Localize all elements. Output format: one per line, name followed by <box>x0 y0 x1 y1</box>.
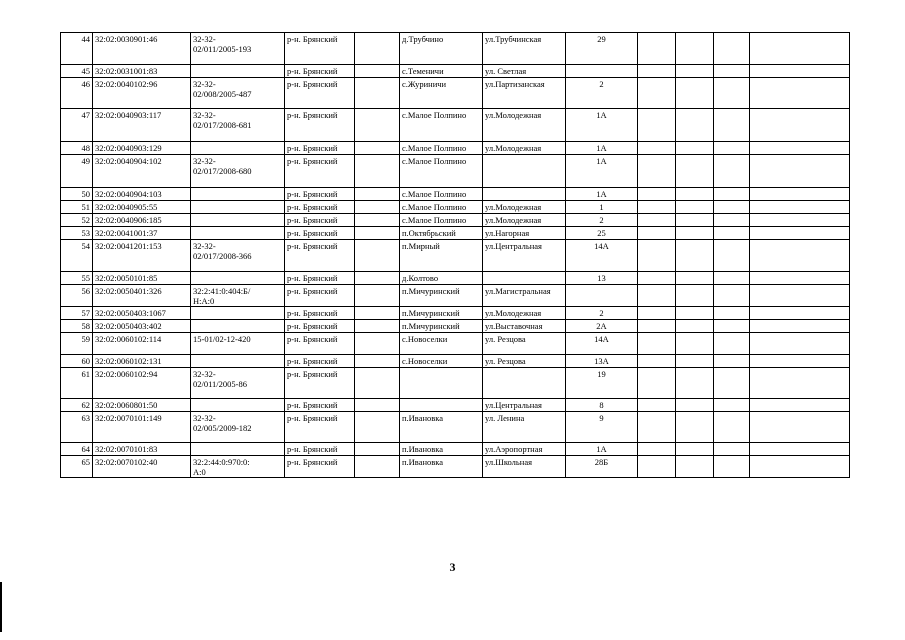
street: ул. Резцова <box>483 333 566 355</box>
empty-cell <box>714 399 750 412</box>
empty-cell <box>638 142 676 155</box>
locality: п.Мичуринский <box>400 307 483 320</box>
empty-cell <box>750 33 850 65</box>
row-number: 59 <box>61 333 93 355</box>
district: р-н. Брянский <box>285 368 355 399</box>
district: р-н. Брянский <box>285 201 355 214</box>
empty-cell <box>638 201 676 214</box>
cadastral-number: 32:02:0070101:149 <box>93 412 191 443</box>
cadastral-number: 32:02:0040906:185 <box>93 214 191 227</box>
house-number: 1А <box>566 188 638 201</box>
empty-cell <box>638 272 676 285</box>
street: ул.Партизанская <box>483 78 566 109</box>
street: ул.Трубчинская <box>483 33 566 65</box>
street: ул.Аэропортная <box>483 443 566 456</box>
house-number: 1А <box>566 443 638 456</box>
locality: с.Новоселки <box>400 333 483 355</box>
empty-cell <box>714 109 750 142</box>
street: ул. Резцова <box>483 355 566 368</box>
locality: с.Малое Полпино <box>400 214 483 227</box>
street <box>483 272 566 285</box>
empty-cell <box>638 320 676 333</box>
house-number: 8 <box>566 399 638 412</box>
empty-cell <box>750 355 850 368</box>
table-row <box>61 355 850 368</box>
locality: с.Новоселки <box>400 355 483 368</box>
empty-cell <box>676 78 714 109</box>
table-row <box>61 412 850 443</box>
cadastral-number: 32:02:0041001:37 <box>93 227 191 240</box>
empty-cell <box>714 214 750 227</box>
house-number <box>566 65 638 78</box>
cadastral-number: 32:02:0040904:103 <box>93 188 191 201</box>
empty-cell <box>750 412 850 443</box>
empty-cell <box>676 333 714 355</box>
empty-cell <box>355 240 400 272</box>
house-number: 1А <box>566 155 638 188</box>
district: р-н. Брянский <box>285 355 355 368</box>
empty-cell <box>638 399 676 412</box>
house-number <box>566 285 638 307</box>
street <box>483 155 566 188</box>
empty-cell <box>714 307 750 320</box>
empty-cell <box>638 78 676 109</box>
empty-cell <box>638 412 676 443</box>
street: ул.Выставочная <box>483 320 566 333</box>
cadastral-number: 32:02:0070101:83 <box>93 443 191 456</box>
registration-number: 32-32- 02/005/2009-182 <box>191 412 285 443</box>
row-number: 47 <box>61 109 93 142</box>
table-row <box>61 109 850 142</box>
empty-cell <box>355 155 400 188</box>
cadastral-number: 32:02:0040904:102 <box>93 155 191 188</box>
street <box>483 368 566 399</box>
empty-cell <box>750 399 850 412</box>
street: ул.Молодежная <box>483 214 566 227</box>
registration-number <box>191 65 285 78</box>
table-row <box>61 214 850 227</box>
cadastral-number: 32:02:0060801:50 <box>93 399 191 412</box>
empty-cell <box>676 227 714 240</box>
empty-cell <box>714 240 750 272</box>
row-number: 48 <box>61 142 93 155</box>
empty-cell <box>676 214 714 227</box>
empty-cell <box>676 155 714 188</box>
street: ул.Молодежная <box>483 142 566 155</box>
row-number: 44 <box>61 33 93 65</box>
table-row <box>61 155 850 188</box>
empty-cell <box>355 201 400 214</box>
registration-number: 32-32- 02/011/2005-193 <box>191 33 285 65</box>
cadastral-number: 32:02:0050403:1067 <box>93 307 191 320</box>
district: р-н. Брянский <box>285 285 355 307</box>
row-number: 50 <box>61 188 93 201</box>
row-number: 56 <box>61 285 93 307</box>
empty-cell <box>714 320 750 333</box>
empty-cell <box>638 188 676 201</box>
empty-cell <box>676 412 714 443</box>
district: р-н. Брянский <box>285 227 355 240</box>
empty-cell <box>355 188 400 201</box>
empty-cell <box>676 201 714 214</box>
table-row <box>61 320 850 333</box>
row-number: 60 <box>61 355 93 368</box>
locality: п.Мичуринский <box>400 285 483 307</box>
street: ул.Центральная <box>483 399 566 412</box>
registration-number: 32:2:41:0:404:Б/ Н:А:0 <box>191 285 285 307</box>
registration-number <box>191 355 285 368</box>
empty-cell <box>714 227 750 240</box>
table-row <box>61 307 850 320</box>
locality: с.Малое Полпино <box>400 155 483 188</box>
empty-cell <box>676 65 714 78</box>
district: р-н. Брянский <box>285 320 355 333</box>
locality: п.Мичуринский <box>400 320 483 333</box>
empty-cell <box>355 65 400 78</box>
empty-cell <box>714 456 750 478</box>
empty-cell <box>676 307 714 320</box>
empty-cell <box>638 33 676 65</box>
empty-cell <box>714 368 750 399</box>
district: р-н. Брянский <box>285 78 355 109</box>
cadastral-number: 32:02:0050101:85 <box>93 272 191 285</box>
street: ул. Светлая <box>483 65 566 78</box>
row-number: 57 <box>61 307 93 320</box>
empty-cell <box>714 412 750 443</box>
house-number: 25 <box>566 227 638 240</box>
empty-cell <box>750 155 850 188</box>
registration-number <box>191 399 285 412</box>
registration-number <box>191 227 285 240</box>
cadastral-number: 32:02:0040903:129 <box>93 142 191 155</box>
house-number: 13А <box>566 355 638 368</box>
registration-number <box>191 188 285 201</box>
page-number: 3 <box>449 560 456 574</box>
district: р-н. Брянский <box>285 188 355 201</box>
empty-cell <box>676 33 714 65</box>
house-number: 2 <box>566 214 638 227</box>
locality: п.Ивановка <box>400 412 483 443</box>
empty-cell <box>750 227 850 240</box>
house-number: 13 <box>566 272 638 285</box>
row-number: 62 <box>61 399 93 412</box>
cadastral-number: 32:02:0040903:117 <box>93 109 191 142</box>
empty-cell <box>638 109 676 142</box>
district: р-н. Брянский <box>285 214 355 227</box>
street: ул.Центральная <box>483 240 566 272</box>
empty-cell <box>714 33 750 65</box>
empty-cell <box>638 65 676 78</box>
row-number: 45 <box>61 65 93 78</box>
registration-number: 32-32- 02/008/2005-487 <box>191 78 285 109</box>
empty-cell <box>750 142 850 155</box>
empty-cell <box>676 368 714 399</box>
registration-number <box>191 214 285 227</box>
locality: с.Журиничи <box>400 78 483 109</box>
row-number: 52 <box>61 214 93 227</box>
locality <box>400 399 483 412</box>
district: р-н. Брянский <box>285 109 355 142</box>
district: р-н. Брянский <box>285 333 355 355</box>
empty-cell <box>355 307 400 320</box>
registration-number: 32:2:44:0:970:0: А:0 <box>191 456 285 478</box>
empty-cell <box>750 368 850 399</box>
row-number: 54 <box>61 240 93 272</box>
empty-cell <box>638 443 676 456</box>
registration-number: 32-32- 02/017/2008-681 <box>191 109 285 142</box>
table-row <box>61 285 850 307</box>
table-row <box>61 240 850 272</box>
house-number: 19 <box>566 368 638 399</box>
empty-cell <box>638 285 676 307</box>
empty-cell <box>750 456 850 478</box>
empty-cell <box>750 240 850 272</box>
register-table <box>60 32 850 478</box>
empty-cell <box>750 285 850 307</box>
street: ул.Магистральная <box>483 285 566 307</box>
table-row <box>61 188 850 201</box>
district: р-н. Брянский <box>285 307 355 320</box>
empty-cell <box>714 355 750 368</box>
empty-cell <box>355 399 400 412</box>
table-row <box>61 227 850 240</box>
cadastral-number: 32:02:0060102:114 <box>93 333 191 355</box>
empty-cell <box>676 355 714 368</box>
empty-cell <box>676 142 714 155</box>
empty-cell <box>750 320 850 333</box>
street: ул.Молодежная <box>483 109 566 142</box>
district: р-н. Брянский <box>285 443 355 456</box>
locality: с.Малое Полпино <box>400 109 483 142</box>
locality: с.Малое Полпино <box>400 142 483 155</box>
empty-cell <box>638 355 676 368</box>
empty-cell <box>750 272 850 285</box>
empty-cell <box>714 272 750 285</box>
empty-cell <box>355 109 400 142</box>
empty-cell <box>714 201 750 214</box>
empty-cell <box>676 188 714 201</box>
district: р-н. Брянский <box>285 33 355 65</box>
empty-cell <box>355 33 400 65</box>
row-number: 65 <box>61 456 93 478</box>
street: ул.Молодежная <box>483 201 566 214</box>
empty-cell <box>714 285 750 307</box>
locality: с.Малое Полпино <box>400 188 483 201</box>
street: ул.Школьная <box>483 456 566 478</box>
locality: п.Октябрьский <box>400 227 483 240</box>
cadastral-number: 32:02:0040905:55 <box>93 201 191 214</box>
street: ул. Ленина <box>483 412 566 443</box>
registration-number <box>191 443 285 456</box>
row-number: 64 <box>61 443 93 456</box>
empty-cell <box>638 333 676 355</box>
empty-cell <box>638 240 676 272</box>
locality: п.Мирный <box>400 240 483 272</box>
scan-margin-mark <box>0 582 2 632</box>
empty-cell <box>714 142 750 155</box>
empty-cell <box>750 78 850 109</box>
empty-cell <box>355 355 400 368</box>
empty-cell <box>714 188 750 201</box>
table-row <box>61 201 850 214</box>
district: р-н. Брянский <box>285 65 355 78</box>
cadastral-number: 32:02:0060102:94 <box>93 368 191 399</box>
registration-number <box>191 272 285 285</box>
empty-cell <box>638 214 676 227</box>
row-number: 51 <box>61 201 93 214</box>
empty-cell <box>638 155 676 188</box>
cadastral-number: 32:02:0050403:402 <box>93 320 191 333</box>
table-row <box>61 443 850 456</box>
registration-number <box>191 201 285 214</box>
table-row <box>61 78 850 109</box>
house-number: 14А <box>566 240 638 272</box>
registration-number: 32-32- 02/017/2008-680 <box>191 155 285 188</box>
street <box>483 188 566 201</box>
empty-cell <box>638 227 676 240</box>
empty-cell <box>355 320 400 333</box>
empty-cell <box>638 456 676 478</box>
house-number: 2 <box>566 307 638 320</box>
empty-cell <box>714 155 750 188</box>
empty-cell <box>355 443 400 456</box>
empty-cell <box>355 227 400 240</box>
row-number: 55 <box>61 272 93 285</box>
district: р-н. Брянский <box>285 412 355 443</box>
empty-cell <box>355 272 400 285</box>
district: р-н. Брянский <box>285 456 355 478</box>
locality <box>400 368 483 399</box>
empty-cell <box>676 456 714 478</box>
district: р-н. Брянский <box>285 142 355 155</box>
registration-number: 15-01/02-12-420 <box>191 333 285 355</box>
row-number: 58 <box>61 320 93 333</box>
cadastral-number: 32:02:0040102:96 <box>93 78 191 109</box>
cadastral-number: 32:02:0030901:46 <box>93 33 191 65</box>
district: р-н. Брянский <box>285 272 355 285</box>
row-number: 53 <box>61 227 93 240</box>
table-row <box>61 142 850 155</box>
house-number: 1А <box>566 109 638 142</box>
empty-cell <box>355 285 400 307</box>
registration-number: 32-32- 02/011/2005-86 <box>191 368 285 399</box>
cadastral-number: 32:02:0031001:83 <box>93 65 191 78</box>
table-row <box>61 272 850 285</box>
registration-number: 32-32- 02/017/2008-366 <box>191 240 285 272</box>
row-number: 49 <box>61 155 93 188</box>
table-row <box>61 456 850 478</box>
empty-cell <box>750 65 850 78</box>
empty-cell <box>750 201 850 214</box>
table-row <box>61 33 850 65</box>
empty-cell <box>676 109 714 142</box>
empty-cell <box>714 333 750 355</box>
empty-cell <box>750 333 850 355</box>
locality: с.Малое Полпино <box>400 201 483 214</box>
empty-cell <box>676 320 714 333</box>
empty-cell <box>750 443 850 456</box>
house-number: 1 <box>566 201 638 214</box>
locality: д.Трубчино <box>400 33 483 65</box>
empty-cell <box>355 78 400 109</box>
empty-cell <box>676 285 714 307</box>
locality: п.Ивановка <box>400 443 483 456</box>
district: р-н. Брянский <box>285 155 355 188</box>
table-row <box>61 333 850 355</box>
district: р-н. Брянский <box>285 240 355 272</box>
district: р-н. Брянский <box>285 399 355 412</box>
empty-cell <box>676 399 714 412</box>
registration-number <box>191 320 285 333</box>
street: ул.Нагорная <box>483 227 566 240</box>
empty-cell <box>714 443 750 456</box>
table-row <box>61 65 850 78</box>
row-number: 61 <box>61 368 93 399</box>
cadastral-number: 32:02:0041201:153 <box>93 240 191 272</box>
house-number: 29 <box>566 33 638 65</box>
cadastral-number: 32:02:0060102:131 <box>93 355 191 368</box>
house-number: 2 <box>566 78 638 109</box>
empty-cell <box>638 368 676 399</box>
empty-cell <box>355 142 400 155</box>
cadastral-number: 32:02:0070102:40 <box>93 456 191 478</box>
registration-number <box>191 307 285 320</box>
empty-cell <box>355 368 400 399</box>
empty-cell <box>750 188 850 201</box>
empty-cell <box>750 109 850 142</box>
empty-cell <box>676 443 714 456</box>
locality: д.Колтово <box>400 272 483 285</box>
table-row <box>61 399 850 412</box>
row-number: 63 <box>61 412 93 443</box>
cadastral-number: 32:02:0050401:326 <box>93 285 191 307</box>
empty-cell <box>714 65 750 78</box>
empty-cell <box>638 307 676 320</box>
empty-cell <box>355 333 400 355</box>
empty-cell <box>355 412 400 443</box>
table-row <box>61 368 850 399</box>
empty-cell <box>355 214 400 227</box>
house-number: 28Б <box>566 456 638 478</box>
house-number: 14А <box>566 333 638 355</box>
street: ул.Молодежная <box>483 307 566 320</box>
row-number: 46 <box>61 78 93 109</box>
house-number: 1А <box>566 142 638 155</box>
empty-cell <box>750 307 850 320</box>
empty-cell <box>750 214 850 227</box>
locality: п.Ивановка <box>400 456 483 478</box>
locality: с.Теменичи <box>400 65 483 78</box>
registration-number <box>191 142 285 155</box>
empty-cell <box>714 78 750 109</box>
house-number: 9 <box>566 412 638 443</box>
empty-cell <box>355 456 400 478</box>
empty-cell <box>676 240 714 272</box>
house-number: 2А <box>566 320 638 333</box>
empty-cell <box>676 272 714 285</box>
